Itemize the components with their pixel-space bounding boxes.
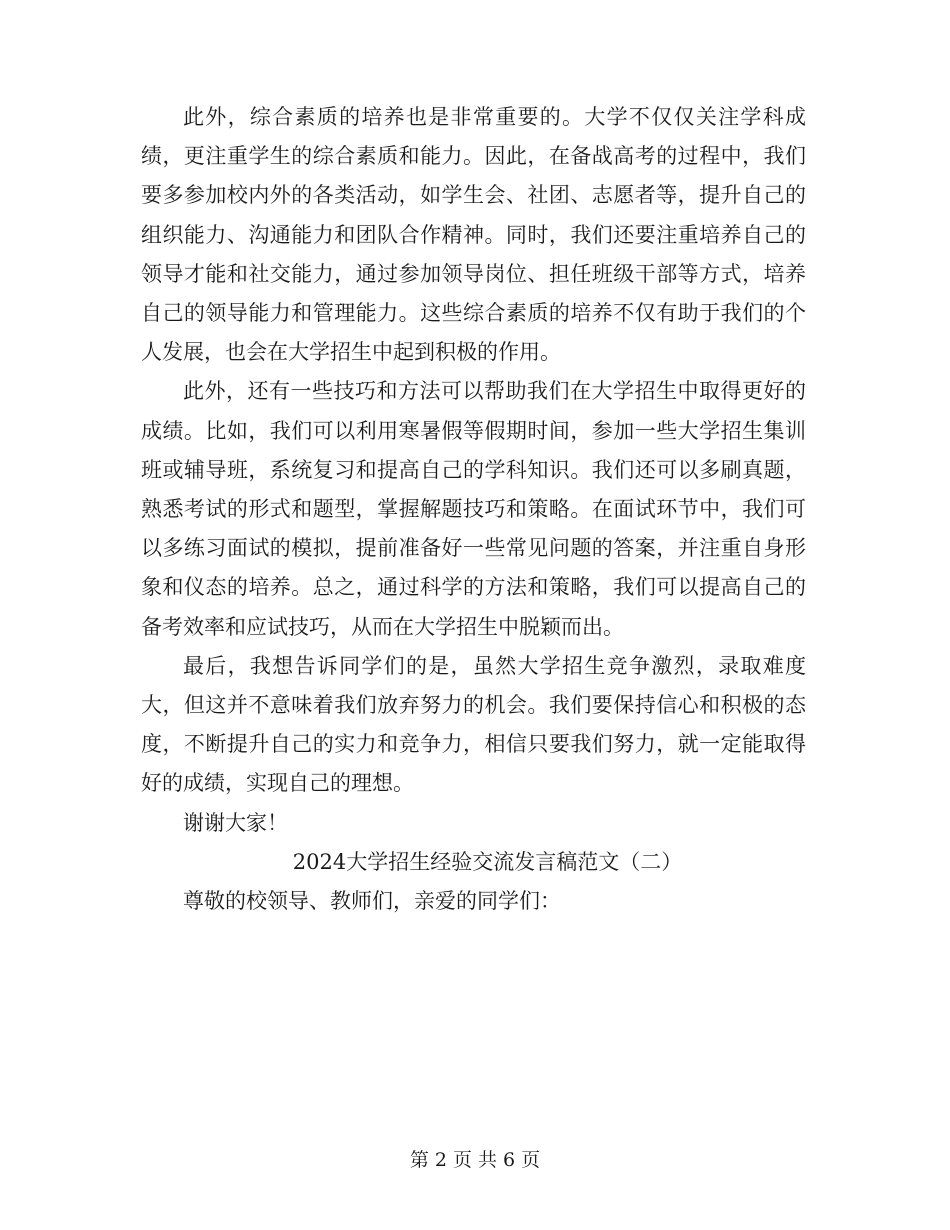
paragraph-closing-encouragement: 最后，我想告诉同学们的是，虽然大学招生竞争激烈，录取难度大，但这并不意味着我们放弃努力的机会。我们要保持信心和积极的态度，不断提升自己的实力和竞争力，相信只要我们努力，就一定能取得好的成绩，实现自己的理想。 — [141, 653, 806, 796]
paragraph-techniques-methods: 此外，还有一些技巧和方法可以帮助我们在大学招生中取得更好的成绩。比如，我们可以利用寒暑假等假期时间，参加一些大学招生集训班或辅导班，系统复习和提高自己的学科知识。我们还可以多刷真题，熟悉考试的形式和题型，掌握解题技巧和策略。在面试环节中，我们可以多练习面试的模拟，提前准备好一些常见问题的答案，并注重自身形象和仪态的培养。总之，通过科学的方法和策略，我们可以提高自己的备考效率和应试技巧，从而在大学招生中脱颖而出。 — [141, 379, 806, 639]
paragraph-comprehensive-quality: 此外，综合素质的培养也是非常重要的。大学不仅仅关注学科成绩，更注重学生的综合素质和能力。因此，在备战高考的过程中，我们要多参加校内外的各类活动，如学生会、社团、志愿者等，提升自己的组织能力、沟通能力和团队合作精神。同时，我们还要注重培养自己的领导才能和社交能力，通过参加领导岗位、担任班级干部等方式，培养自己的领导能力和管理能力。这些综合素质的培养不仅有助于我们的个人发展，也会在大学招生中起到积极的作用。 — [141, 105, 806, 365]
section-title: 2024大学招生经验交流发言稿范文（二） — [292, 849, 683, 874]
page-number-footer: 第 2 页 共 6 页 — [409, 1149, 541, 1171]
salutation: 尊敬的校领导、教师们，亲爱的同学们： — [183, 889, 561, 914]
paragraph-thanks: 谢谢大家！ — [183, 810, 288, 835]
document-body — [141, 98, 806, 921]
